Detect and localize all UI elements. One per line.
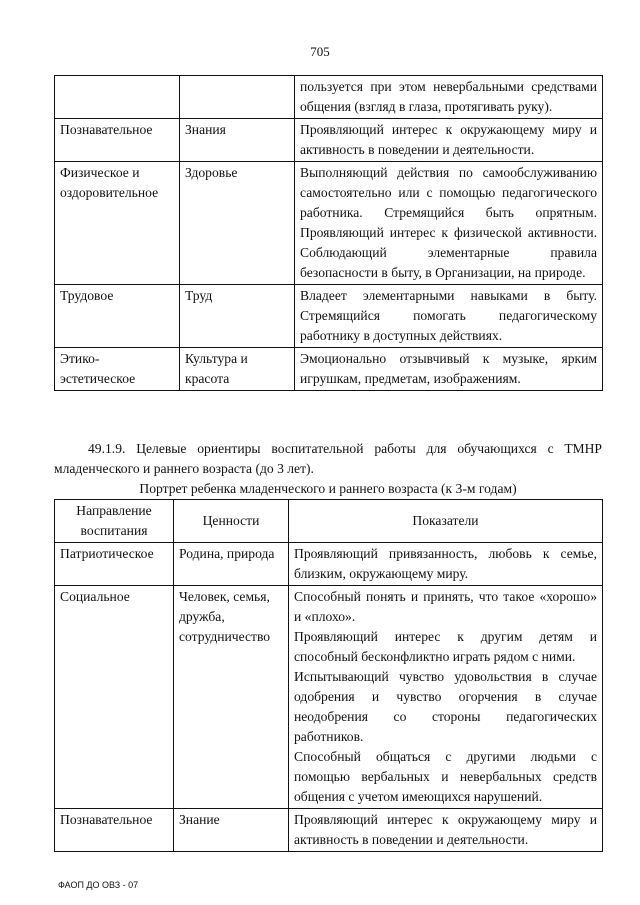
table-row xyxy=(55,586,603,809)
value-cell: Знания xyxy=(180,119,295,162)
table-row xyxy=(55,76,603,119)
direction-cell: Познавательное xyxy=(55,809,174,852)
indicators-cell: Эмоционально отзывчивый к музыке, ярким игрушкам, предметам, изображениям. xyxy=(295,348,603,391)
indicators-cell: Владеет элементарными навыками в быту. Стремящийся помогать педагогическому работнику в доступных действиях. xyxy=(295,285,603,348)
indicators-cell: Проявляющий интерес к окружающему миру и активность в поведении и деятельности. xyxy=(295,119,603,162)
indicators-cell xyxy=(289,543,603,586)
header-indicators: Показатели xyxy=(289,500,603,543)
value-cell: Родина, природа xyxy=(174,543,289,586)
direction-cell: Трудовое xyxy=(55,285,180,348)
indicators-cell: Выполняющий действия по самообслуживанию самостоятельно или с помощью педагогического работника. Стремящийся быть опрятным. Проявляющий интерес к физической активности. Соблюдающий элементарные правила безопасности в быту, в Организации, на природе. xyxy=(295,162,603,285)
indicator-line: Способный общаться с другими людьми с помощью вербальных и невербальных средств общения с учетом имеющихся нарушений. xyxy=(294,749,597,804)
table-row xyxy=(55,348,603,391)
value-cell xyxy=(180,76,295,119)
footer-code: ФАОП ДО ОВЗ - 07 xyxy=(58,880,139,890)
value-cell: Знание xyxy=(174,809,289,852)
header-direction: Направление воспитания xyxy=(55,500,174,543)
direction-cell: Социальное xyxy=(55,586,174,809)
table-row xyxy=(55,809,603,852)
header-values: Ценности xyxy=(174,500,289,543)
direction-cell: Познавательное xyxy=(55,119,180,162)
direction-cell: Патриотическое xyxy=(55,543,174,586)
indicator-line: Способный понять и принять, что такое «хорошо» и «плохо». xyxy=(294,589,597,624)
indicator-line: Испытывающий чувство удовольствия в случае одобрения и чувство огорчения в случае неодобрения со стороны педагогических работников. xyxy=(294,669,597,744)
direction-cell: Физическое и оздоровительное xyxy=(55,162,180,285)
table-row xyxy=(55,543,603,586)
value-cell: Культура и красота xyxy=(180,348,295,391)
indicators-cell xyxy=(289,586,603,809)
table-caption: Портрет ребенка младенческого и раннего возраста (к 3-м годам) xyxy=(139,481,517,496)
indicators-cell: пользуется при этом невербальными средствами общения (взгляд в глаза, протягивать руку). xyxy=(295,76,603,119)
indicator-line: Проявляющий интерес к окружающему миру и активность в поведении и деятельности. xyxy=(294,812,597,847)
table-header-row xyxy=(55,500,603,543)
indicator-line: Проявляющий привязанность, любовь к семье, близким, окружающему миру. xyxy=(294,546,597,581)
table-row xyxy=(55,285,603,348)
table-row xyxy=(55,162,603,285)
value-cell: Здоровье xyxy=(180,162,295,285)
section-paragraph: 49.1.9. Целевые ориентиры воспитательной работы для обучающихся с ТМНР младенческого и раннего возраста (до 3 лет). xyxy=(54,441,602,476)
indicator-line: Проявляющий интерес к другим детям и способный бесконфликтно играть рядом с ними. xyxy=(294,629,597,664)
page-number: 705 xyxy=(310,44,330,59)
direction-cell xyxy=(55,76,180,119)
table-row xyxy=(55,119,603,162)
child-portrait-table xyxy=(54,499,603,852)
value-cell: Труд xyxy=(180,285,295,348)
indicators-cell xyxy=(289,809,603,852)
value-cell: Человек, семья, дружба, сотрудничество xyxy=(174,586,289,809)
values-table-continued xyxy=(54,75,603,391)
direction-cell: Этико-эстетическое xyxy=(55,348,180,391)
